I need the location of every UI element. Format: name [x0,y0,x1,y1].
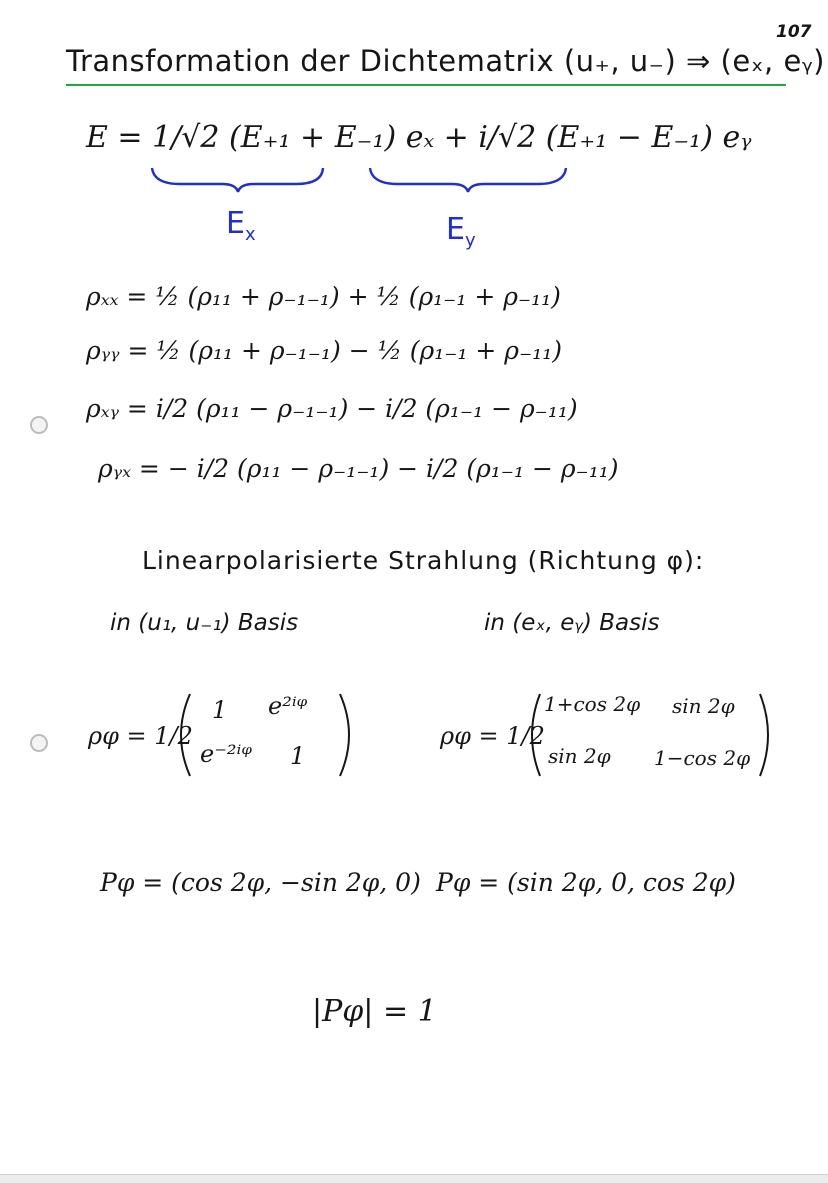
binder-hole [30,416,48,434]
page-title: Transformation der Dichtematrix (u₊, u₋) ⇒ (eₓ, eᵧ) [66,44,825,78]
matrix-right-prefix: ρφ = 1/2 [440,722,545,750]
rho-yy-equation: ρᵧᵧ = ½ (ρ₁₁ + ρ₋₁₋₁) − ½ (ρ₁₋₁ + ρ₋₁₁) [86,336,563,365]
matrix-right-a11: 1+cos 2φ [544,692,641,716]
matrix-right-a21: sin 2φ [548,744,611,768]
matrix-left-a22: 1 [290,742,306,770]
matrix-left-a21: e⁻²ⁱᵠ [200,740,252,768]
pvec-right: Pφ = (sin 2φ, 0, cos 2φ) [436,868,736,897]
efield-equation: E = 1/√2 (E₊₁ + E₋₁) eₓ + i/√2 (E₊₁ − E₋₁) eᵧ [86,120,752,155]
matrix-left-a11: 1 [212,696,228,724]
matrix-right-a12: sin 2φ [672,694,735,718]
title-underline [66,84,786,86]
brace-x [150,164,325,198]
norm-equation: |Pφ| = 1 [312,994,437,1029]
matrix-left-prefix: ρφ = 1/2 [88,722,193,750]
brace-y [368,164,568,198]
section-heading: Linearpolarisierte Strahlung (Richtung φ): [142,546,705,575]
binder-hole [30,734,48,752]
pvec-left: Pφ = (cos 2φ, −sin 2φ, 0) [100,868,421,897]
basis-right-label: in (eₓ, eᵧ) Basis [484,610,660,636]
matrix-left [172,690,362,784]
label-ey: $E_y$ [446,212,476,251]
basis-left-label: in (u₁, u₋₁) Basis [110,610,299,636]
matrix-right [524,690,774,784]
label-ex: $E_x$ [226,206,256,245]
matrix-right-a22: 1−cos 2φ [654,746,751,770]
page-number: 107 [776,22,812,42]
rho-xy-equation: ρₓᵧ = i/2 (ρ₁₁ − ρ₋₁₋₁) − i/2 (ρ₁₋₁ − ρ₋₁₁) [86,394,578,423]
rho-yx-equation: ρᵧₓ = − i/2 (ρ₁₁ − ρ₋₁₋₁) − i/2 (ρ₁₋₁ − ρ₋₁₁) [98,454,619,483]
rho-xx-equation: ρₓₓ = ½ (ρ₁₁ + ρ₋₁₋₁) + ½ (ρ₁₋₁ + ρ₋₁₁) [86,282,561,311]
matrix-left-a12: e²ⁱᵠ [268,692,308,720]
